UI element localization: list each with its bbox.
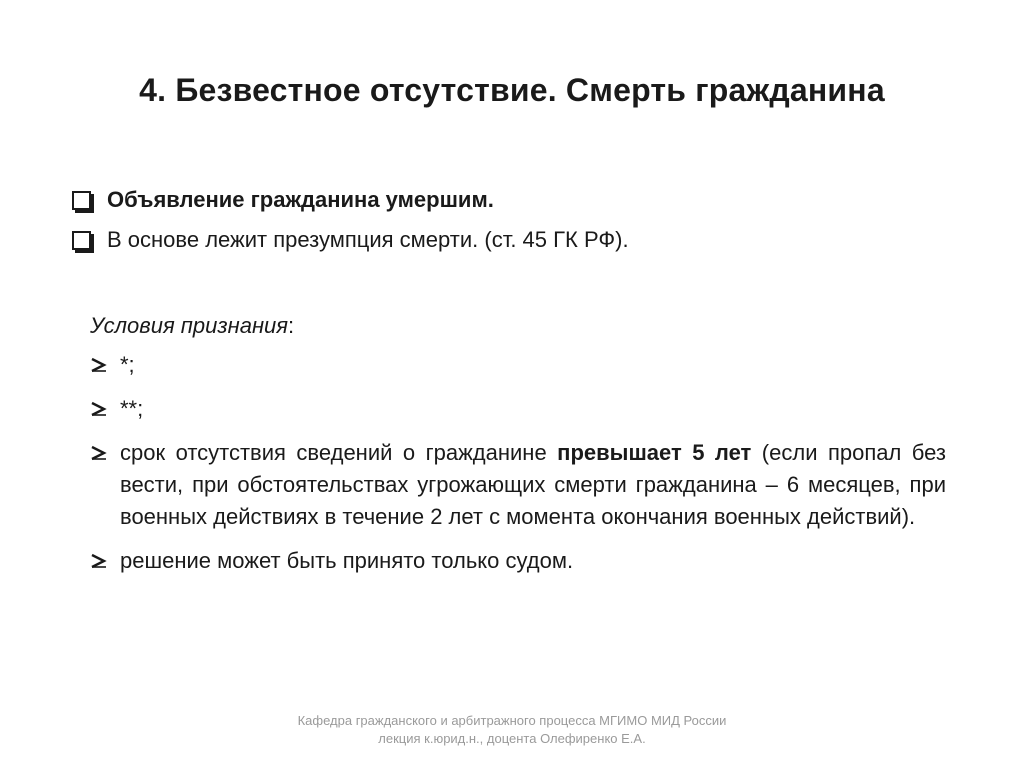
condition-text-pre: срок отсутствия сведений о гражданине bbox=[120, 440, 558, 465]
condition-item bbox=[90, 393, 946, 425]
bullet-item-declaration bbox=[68, 186, 948, 214]
footer-line-department: Кафедра гражданского и арбитражного процесса МГИМО МИД России bbox=[297, 713, 727, 728]
bullet-text: Объявление гражданина умершим. bbox=[107, 187, 494, 212]
checkbox-icon bbox=[72, 231, 91, 250]
condition-text-post: (если пропал без вести, при обстоятельствах угрожающих смерти гражданина – 6 месяцев, при военных действиях в течение 2 лет с момента окончания военных действий). bbox=[120, 440, 946, 529]
condition-item bbox=[90, 437, 946, 533]
conditions-list bbox=[90, 349, 946, 589]
arrow-bullet-icon bbox=[90, 545, 120, 577]
arrow-bullet-icon bbox=[90, 393, 120, 425]
arrow-bullet-icon bbox=[90, 437, 120, 469]
conditions-heading-colon: : bbox=[288, 313, 295, 338]
checkbox-icon bbox=[72, 191, 91, 210]
conditions-heading-text: Условия признания bbox=[90, 313, 289, 338]
main-bullet-list bbox=[68, 186, 948, 266]
condition-item bbox=[90, 545, 946, 577]
slide-title: 4. Безвестное отсутствие. Смерть гражданина bbox=[139, 72, 885, 108]
condition-text: **; bbox=[120, 396, 144, 421]
condition-text bbox=[120, 437, 946, 533]
slide-footer bbox=[0, 712, 1024, 748]
bullet-text: В основе лежит презумпция смерти. (ст. 45 ГК РФ). bbox=[107, 227, 629, 252]
footer-line-lecturer: лекция к.юрид.н., доцента Олефиренко Е.А. bbox=[378, 731, 646, 746]
condition-text: *; bbox=[120, 352, 135, 377]
conditions-heading bbox=[90, 312, 294, 340]
condition-text-emphasis: превышает 5 лет bbox=[557, 440, 752, 465]
arrow-bullet-icon bbox=[90, 349, 120, 381]
condition-item bbox=[90, 349, 946, 381]
condition-text: решение может быть принято только судом. bbox=[120, 548, 574, 573]
bullet-item-presumption bbox=[68, 226, 948, 254]
